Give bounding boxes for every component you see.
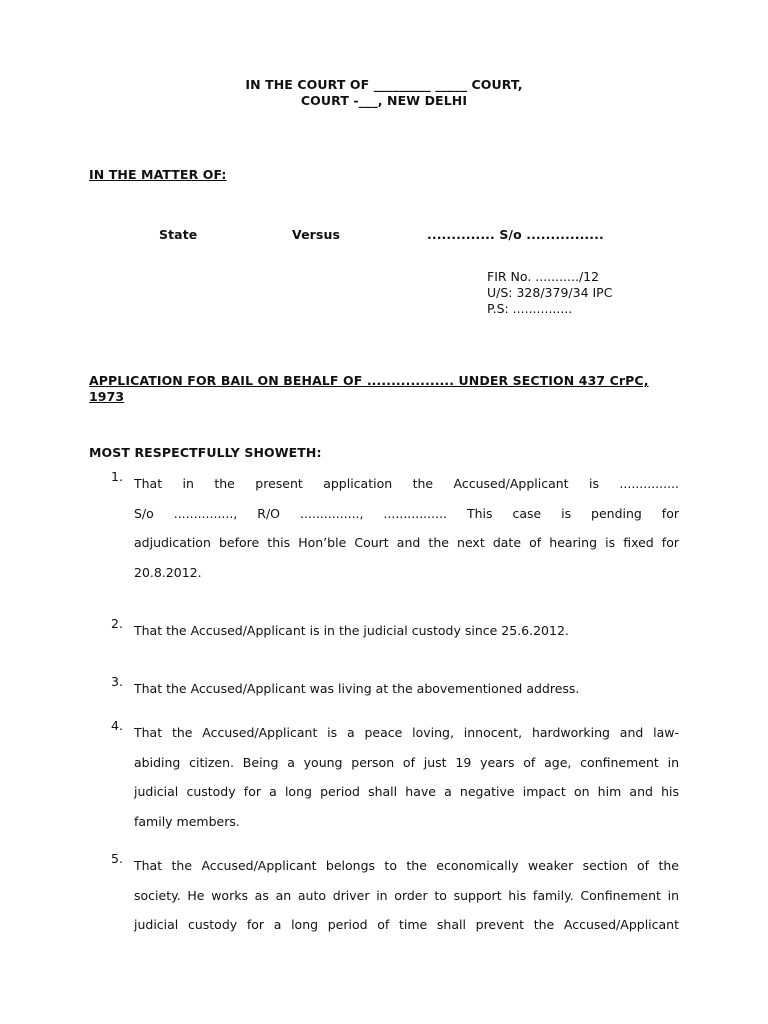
fir-sections: U/S: 328/379/34 IPC xyxy=(487,285,613,300)
paragraph-line: adjudication before this Hon’ble Court and the next date of hearing is fixed for xyxy=(134,535,679,550)
paragraph-line: S/o ..............., R/O ..............., ................ This case is pending for xyxy=(134,505,679,521)
court-heading-line1: IN THE COURT OF _________ _____ COURT, xyxy=(245,77,523,92)
paragraph-number: 2. xyxy=(111,616,123,631)
paragraph-body xyxy=(134,718,679,836)
paragraph-body xyxy=(134,469,679,587)
paragraph-line: 20.8.2012. xyxy=(134,564,202,580)
party-state: State xyxy=(159,227,198,242)
paragraph-line: judicial custody for a long period shall have a negative impact on him and his xyxy=(134,784,679,799)
showeth-heading: MOST RESPECTFULLY SHOWETH: xyxy=(89,445,322,460)
paragraph-body xyxy=(134,851,679,940)
fir-number: FIR No. .........../12 xyxy=(487,269,600,284)
paragraph-body xyxy=(134,674,679,704)
party-versus: Versus xyxy=(292,227,341,242)
paragraph-number: 3. xyxy=(111,674,123,689)
paragraph-line: society. He works as an auto driver in order to support his family. Confinement in xyxy=(134,887,679,903)
fir-police-station: P.S: ............... xyxy=(487,301,573,316)
paragraph-number: 1. xyxy=(111,469,123,484)
party-accused: .............. S/o ................ xyxy=(427,227,604,242)
paragraph-line: That the Accused/Applicant is a peace loving, innocent, hardworking and law- xyxy=(134,725,679,740)
paragraph-line: That the Accused/Applicant is in the judicial custody since 25.6.2012. xyxy=(134,623,569,638)
paragraph-line: That the Accused/Applicant belongs to the economically weaker section of the xyxy=(134,858,679,873)
court-heading-line2: COURT -___, NEW DELHI xyxy=(300,93,468,108)
application-title: APPLICATION FOR BAIL ON BEHALF OF .................. UNDER SECTION 437 CrPC, 1973 xyxy=(89,373,649,404)
paragraph-line: That in the present application the Accused/Applicant is ............... xyxy=(134,476,679,491)
paragraph-body xyxy=(134,616,679,646)
paragraph-line: family members. xyxy=(134,813,240,829)
paragraph-line: That the Accused/Applicant was living at the abovementioned address. xyxy=(134,681,580,696)
matter-label: IN THE MATTER OF: xyxy=(89,167,227,182)
paragraph-line: abiding citizen. Being a young person of just 19 years of age, confinement in xyxy=(134,754,679,770)
paragraph-line: judicial custody for a long period of time shall prevent the Accused/Applicant xyxy=(134,917,679,932)
paragraph-number: 4. xyxy=(111,718,123,733)
paragraph-number: 5. xyxy=(111,851,123,866)
